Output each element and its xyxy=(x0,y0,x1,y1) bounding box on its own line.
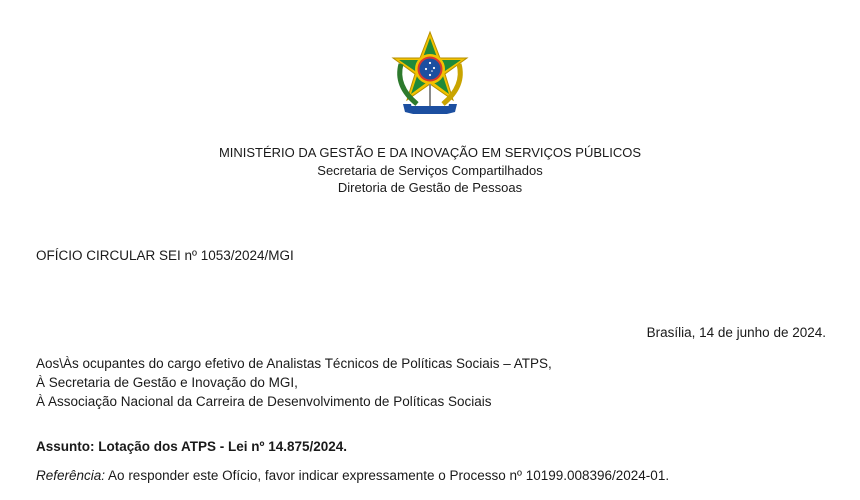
secretariat-name: Secretaria de Serviços Compartilhados xyxy=(317,163,543,178)
ministry-name: MINISTÉRIO DA GESTÃO E DA INOVAÇÃO EM SERVIÇOS PÚBLICOS xyxy=(218,145,642,160)
subject-line: Assunto: Lotação dos ATPS - Lei nº 14.875/2024. xyxy=(36,439,348,454)
reference-text: Ao responder este Ofício, favor indicar expressamente o Processo nº 10199.008396/2024-01. xyxy=(105,468,670,483)
document-number: OFÍCIO CIRCULAR SEI nº 1053/2024/MGI xyxy=(36,248,294,263)
recipient-line: Aos\Às ocupantes do cargo efetivo de Analistas Técnicos de Políticas Sociais – ATPS, xyxy=(36,356,552,371)
brazil-coat-of-arms-icon xyxy=(387,30,473,120)
directorate-name: Diretoria de Gestão de Pessoas xyxy=(337,180,523,195)
recipient-line: À Associação Nacional da Carreira de Desenvolvimento de Políticas Sociais xyxy=(36,394,492,409)
recipient-line: À Secretaria de Gestão e Inovação do MGI, xyxy=(36,375,298,390)
reference-label: Referência: xyxy=(36,468,106,483)
reference-line xyxy=(36,467,669,485)
date-line: Brasília, 14 de junho de 2024. xyxy=(646,325,826,340)
